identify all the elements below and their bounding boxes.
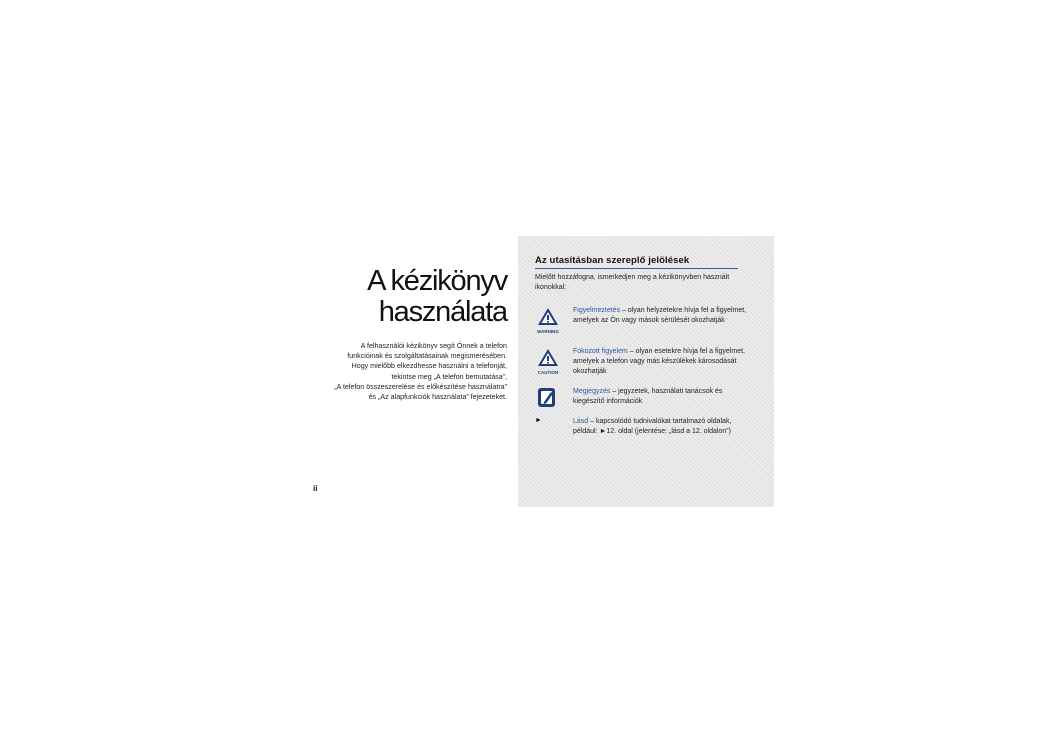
warning-icon bbox=[535, 306, 561, 336]
intro-line: A felhasználói kézikönyv segít Önnek a telefon bbox=[360, 342, 507, 350]
legend-entry-text bbox=[573, 306, 748, 326]
legend-term: Fokozott figyelem bbox=[573, 348, 628, 355]
page-title bbox=[300, 266, 507, 328]
legend-entry-text bbox=[573, 417, 748, 437]
legend-description: – olyan helyzetekre hívja fel a figyelmet, amelyek az Ön vagy mások sérülését okozhatják bbox=[573, 307, 747, 324]
caution-icon bbox=[535, 347, 561, 377]
legend-term: Lásd bbox=[573, 418, 589, 425]
intro-paragraph bbox=[290, 341, 507, 402]
note-icon bbox=[535, 387, 561, 417]
legend-description: – kapcsolódó tudnivalókat tartalmazó oldalak, például: ►12. oldal (jelentése: „lásd a 12. oldalon”) bbox=[573, 418, 732, 435]
legend-title: Az utasításban szereplő jelölések bbox=[535, 255, 738, 269]
warning-icon-label: WARNING bbox=[537, 329, 559, 334]
intro-line: és „Az alapfunkciók használata” fejezeteket. bbox=[368, 393, 507, 402]
legend-entry-text bbox=[573, 347, 748, 376]
intro-line: „A telefon összeszerelése és előkészítése használatra” bbox=[334, 382, 507, 391]
caution-icon-label: CAUTION bbox=[537, 370, 559, 375]
page-number: ii bbox=[313, 484, 318, 493]
legend-term: Figyelmeztetés bbox=[573, 307, 621, 314]
title-line-1: A kézikönyv bbox=[367, 265, 507, 297]
icons-legend-box bbox=[518, 236, 774, 507]
legend-entry-text bbox=[573, 387, 748, 407]
title-line-2: használata bbox=[378, 296, 507, 328]
legend-description: – olyan esetekre hívja fel a figyelmet, amelyek a telefon vagy más készülékek károsodását okozhatják bbox=[573, 348, 745, 375]
legend-description: – jegyzetek, használati tanácsok és kiegészítő információk bbox=[573, 388, 723, 405]
intro-line: Hogy mielőbb elkezdhesse használni a telefonját, bbox=[351, 362, 507, 371]
legend-intro: Mielőtt hozzáfogna, ismerkedjen meg a kézikönyvben használt ikonokkal: bbox=[535, 274, 730, 291]
arrow-icon: ► bbox=[535, 417, 542, 424]
intro-line: tekintse meg „A telefon bemutatása”, bbox=[391, 372, 507, 381]
intro-line: funkcióinak és szolgáltatásainak megismerésében. bbox=[347, 352, 507, 361]
legend-term: Megjegyzés bbox=[573, 388, 611, 395]
